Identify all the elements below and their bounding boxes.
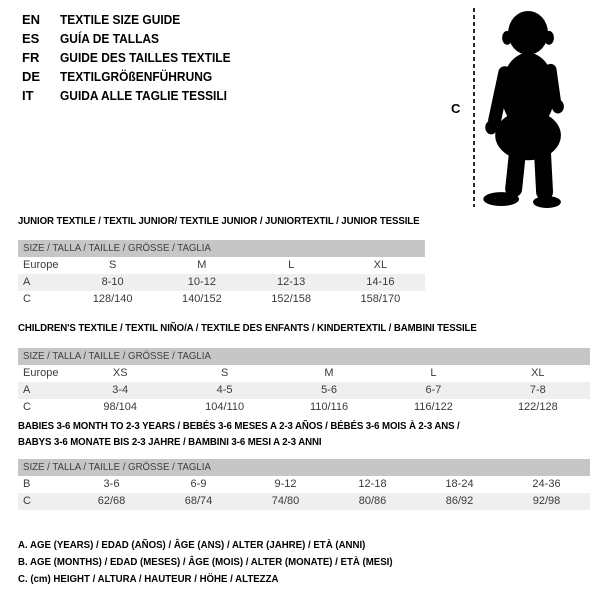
size-cell: 122/128 bbox=[517, 401, 558, 413]
baby-silhouette-icon bbox=[481, 6, 597, 210]
language-row-it bbox=[22, 86, 245, 105]
table-row bbox=[18, 476, 590, 493]
table-row bbox=[18, 493, 590, 510]
size-cell: 152/158 bbox=[271, 293, 311, 305]
junior-table-title-text: JUNIOR TEXTILE / TEXTIL JUNIOR/ TEXTILE JUNIOR / JUNIORTEXTIL / JUNIOR TESSILE bbox=[18, 215, 420, 227]
height-measure-dashed-line bbox=[473, 8, 475, 207]
row-label: C bbox=[23, 293, 31, 305]
row-label: A bbox=[23, 276, 31, 288]
language-code: IT bbox=[22, 88, 34, 103]
row-label: Europe bbox=[23, 259, 59, 271]
size-cell: XL bbox=[531, 367, 545, 379]
size-cell: L bbox=[430, 367, 437, 379]
size-cell: 3-6 bbox=[103, 478, 120, 490]
size-cell: 158/170 bbox=[360, 293, 401, 305]
size-header-text: SIZE / TALLA / TAILLE / GRÖSSE / TAGLIA bbox=[23, 461, 211, 473]
row-label: B bbox=[23, 478, 31, 490]
size-cell: 128/140 bbox=[92, 293, 133, 305]
row-label: A bbox=[23, 384, 31, 396]
language-row-fr bbox=[22, 48, 245, 67]
size-cell: 110/116 bbox=[309, 401, 349, 413]
size-cell: 8-10 bbox=[101, 276, 124, 288]
size-header-bar bbox=[18, 459, 590, 476]
size-cell: 104/110 bbox=[205, 401, 245, 413]
language-row-en bbox=[22, 10, 245, 29]
size-header-text: SIZE / TALLA / TAILLE / GRÖSSE / TAGLIA bbox=[23, 242, 211, 254]
footnote-a bbox=[18, 537, 425, 554]
size-cell: 62/68 bbox=[97, 495, 126, 507]
size-cell: 9-12 bbox=[274, 478, 297, 490]
row-label: C bbox=[23, 401, 31, 413]
language-code: FR bbox=[22, 50, 40, 65]
babies-table-title-text: BABIES 3-6 MONTH TO 2-3 YEARS / BEBÉS 3-6 MESES A 2-3 AÑOS / BÉBÉS 3-6 MOIS À 2-3 ANS / bbox=[18, 420, 460, 432]
size-cell: L bbox=[288, 259, 295, 271]
size-cell: 24-36 bbox=[532, 478, 561, 490]
children-table-title-text: CHILDREN'S TEXTILE / TEXTIL NIÑO/A / TEXTILE DES ENFANTS / KINDERTEXTIL / BAMBINI TESSILE bbox=[18, 322, 477, 334]
babies-table-title-line1 bbox=[18, 420, 498, 432]
size-header-bar bbox=[18, 240, 425, 257]
size-cell: 6-9 bbox=[190, 478, 207, 490]
size-cell: 80/86 bbox=[358, 495, 387, 507]
footnote-text: A. AGE (YEARS) / EDAD (AÑOS) / ÂGE (ANS) / ALTER (JAHRE) / ETÀ (ANNI) bbox=[18, 539, 366, 551]
language-list bbox=[22, 10, 245, 105]
size-header-bar bbox=[18, 348, 590, 365]
language-label: TEXTILE SIZE GUIDE bbox=[60, 12, 181, 27]
size-cell: XL bbox=[373, 259, 388, 271]
language-label: GUIDE DES TAILLES TEXTILE bbox=[60, 50, 231, 65]
language-row-es bbox=[22, 29, 245, 48]
size-cell: 68/74 bbox=[184, 495, 213, 507]
size-cell: S bbox=[108, 259, 117, 271]
size-cell: 14-16 bbox=[366, 276, 395, 288]
footnote-b bbox=[18, 554, 425, 571]
size-cell: 86/92 bbox=[445, 495, 474, 507]
babies-table-title-text: BABYS 3-6 MONATE BIS 2-3 JAHRE / BAMBINI 3-6 MESI A 2-3 ANNI bbox=[18, 436, 322, 448]
language-label: GUÍA DE TALLAS bbox=[60, 31, 160, 46]
footnote-text: B. AGE (MONTHS) / EDAD (MESES) / ÂGE (MOIS) / ALTER (MONATE) / ETÀ (MESI) bbox=[18, 556, 393, 568]
size-cell: 4-5 bbox=[216, 384, 233, 396]
language-code: EN bbox=[22, 12, 41, 27]
size-cell: 92/98 bbox=[532, 495, 561, 507]
size-cell: 140/152 bbox=[181, 293, 222, 305]
measure-label-c: C bbox=[451, 101, 461, 116]
size-cell: 12-18 bbox=[358, 478, 387, 490]
row-label: C bbox=[23, 495, 31, 507]
size-cell: 116/122 bbox=[413, 401, 453, 413]
size-cell: 6-7 bbox=[425, 384, 442, 396]
language-code: ES bbox=[22, 31, 40, 46]
table-row bbox=[18, 382, 590, 399]
table-row bbox=[18, 365, 590, 382]
children-table-title bbox=[18, 322, 517, 334]
row-label: Europe bbox=[23, 367, 59, 379]
size-header-text: SIZE / TALLA / TAILLE / GRÖSSE / TAGLIA bbox=[23, 350, 211, 362]
table-row bbox=[18, 274, 425, 291]
babies-size-table bbox=[18, 459, 590, 510]
size-cell: 7-8 bbox=[529, 384, 546, 396]
size-cell: 3-4 bbox=[112, 384, 129, 396]
footnote-text: C. (cm) HEIGHT / ALTURA / HAUTEUR / HÖHE / ALTEZZA bbox=[18, 573, 279, 585]
footnote-c bbox=[18, 571, 425, 588]
junior-size-table bbox=[18, 240, 425, 308]
size-cell: S bbox=[220, 367, 229, 379]
language-label: GUIDA ALLE TAGLIE TESSILI bbox=[60, 88, 228, 103]
children-size-table bbox=[18, 348, 590, 416]
babies-table-title-line2 bbox=[18, 436, 348, 448]
size-cell: 5-6 bbox=[321, 384, 337, 396]
size-cell: M bbox=[324, 367, 334, 379]
size-cell: XS bbox=[112, 367, 128, 379]
size-cell: 18-24 bbox=[445, 478, 474, 490]
junior-table-title bbox=[18, 215, 454, 227]
size-cell: 98/104 bbox=[103, 401, 138, 413]
size-cell: 10-12 bbox=[187, 276, 216, 288]
size-cell: 74/80 bbox=[271, 495, 300, 507]
size-cell: 12-13 bbox=[277, 276, 306, 288]
footnotes bbox=[18, 537, 425, 588]
language-row-de bbox=[22, 67, 245, 86]
table-row bbox=[18, 399, 590, 416]
table-row bbox=[18, 291, 425, 308]
table-row bbox=[18, 257, 425, 274]
language-code: DE bbox=[22, 69, 41, 84]
size-cell: M bbox=[197, 259, 207, 271]
language-label: TEXTILGRÖßENFÜHRUNG bbox=[60, 69, 213, 84]
